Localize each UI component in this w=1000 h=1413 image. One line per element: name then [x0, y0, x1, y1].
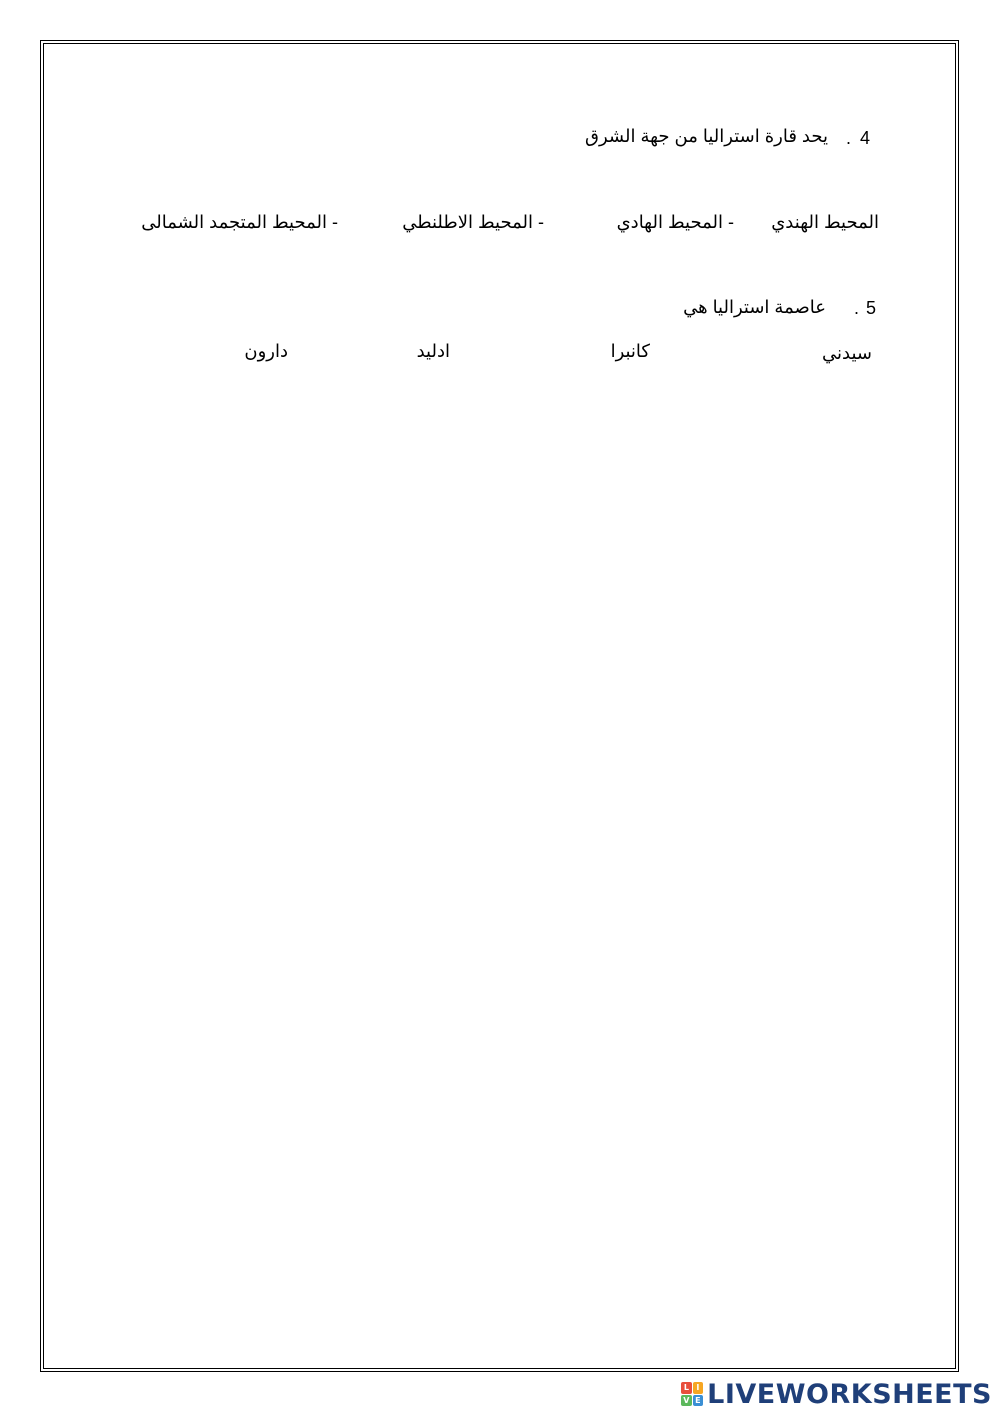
question-5-option-3[interactable]: ادليد: [416, 341, 450, 361]
question-5-option-4[interactable]: دارون: [244, 341, 288, 361]
question-4-text: يحد قارة استراليا من جهة الشرق: [585, 126, 828, 146]
liveworksheets-brand-text: LIVEWORKSHEETS: [707, 1378, 992, 1410]
badge-letter-l: L: [681, 1382, 692, 1394]
liveworksheets-badge-icon: [681, 1382, 703, 1406]
question-5-option-2[interactable]: كانبرا: [610, 341, 650, 361]
question-4-number: 4: [860, 128, 871, 148]
badge-letter-e: E: [693, 1395, 704, 1407]
badge-letter-i: I: [693, 1382, 704, 1394]
question-4-option-4[interactable]: - المحيط المتجمد الشمالى: [141, 212, 338, 232]
question-4-option-3[interactable]: - المحيط الاطلنطي: [402, 212, 544, 232]
question-4-option-1[interactable]: المحيط الهندي: [771, 212, 879, 232]
question-4-dot: .: [846, 128, 852, 148]
question-5-dot: .: [854, 298, 860, 318]
page-border-inner: [43, 43, 956, 1369]
question-4-option-2[interactable]: - المحيط الهادي: [616, 212, 734, 232]
liveworksheets-logo[interactable]: [681, 1379, 992, 1409]
question-5-option-1[interactable]: سيدني: [822, 343, 872, 363]
question-5-number: 5: [866, 298, 877, 318]
badge-letter-v: V: [681, 1395, 692, 1407]
question-5-text: عاصمة استراليا هي: [683, 297, 826, 317]
